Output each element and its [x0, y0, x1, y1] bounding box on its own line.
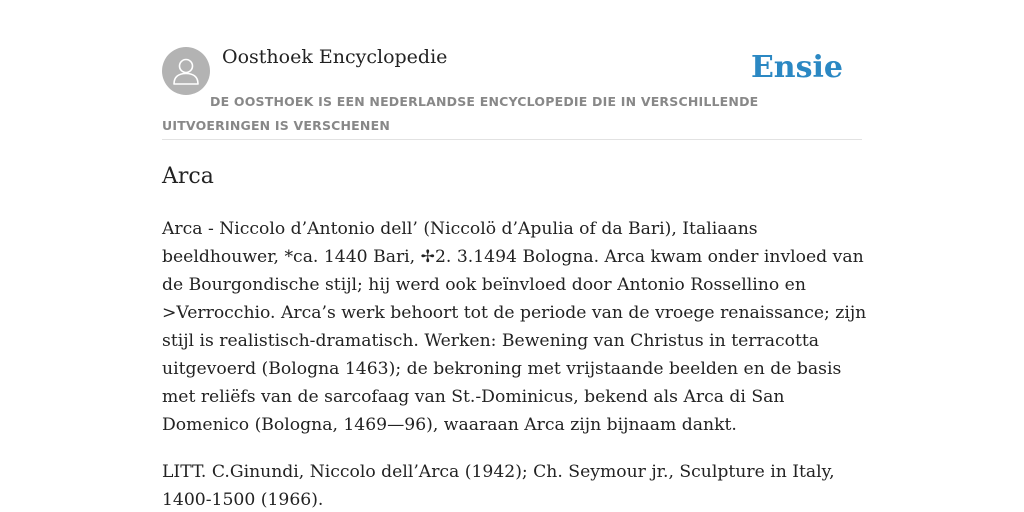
source-title-link[interactable]: Oosthoek Encyclopedie	[222, 46, 448, 68]
header-divider	[162, 139, 862, 140]
article-body	[162, 215, 867, 512]
avatar[interactable]	[162, 47, 210, 95]
user-placeholder-icon	[162, 47, 210, 95]
source-description: DE OOSTHOEK IS EEN NEDERLANDSE ENCYCLOPEDIE DIE IN VERSCHILLENDE UITVOERINGEN IS VERSCHENEN	[162, 94, 759, 133]
article-title: Arca	[162, 164, 214, 189]
article-paragraph: Arca - Niccolo d’Antonio dell’ (Niccolö d’Apulia of da Bari), Italiaans beeldhouwer, *ca. 1440 Bari, ✢2. 3.1494 Bologna. Arca kwam onder invloed van de Bourgondische stijl; hij werd ook beïnvloed door Antonio Rossellino en >Verrocchio. Arca’s werk behoort tot de periode van de vroege renaissance; zijn stijl is realistisch-dramatisch. Werken: Bewening van Christus in terracotta uitgevoerd (Bologna 1463); de bekroning met vrijstaande beelden en de basis met reliëfs van de sarcofaag van St.-Dominicus, bekend als Arca di San Domenico (Bologna, 1469—96), waaraan Arca zijn bijnaam dankt.	[162, 219, 867, 435]
source-header	[162, 44, 862, 140]
ensie-logo-link[interactable]: Ensie	[750, 50, 843, 85]
article-literature: LITT. C.Ginundi, Niccolo dell’Arca (1942); Ch. Seymour jr., Sculpture in Italy, 1400-1500 (1966).	[162, 462, 835, 510]
